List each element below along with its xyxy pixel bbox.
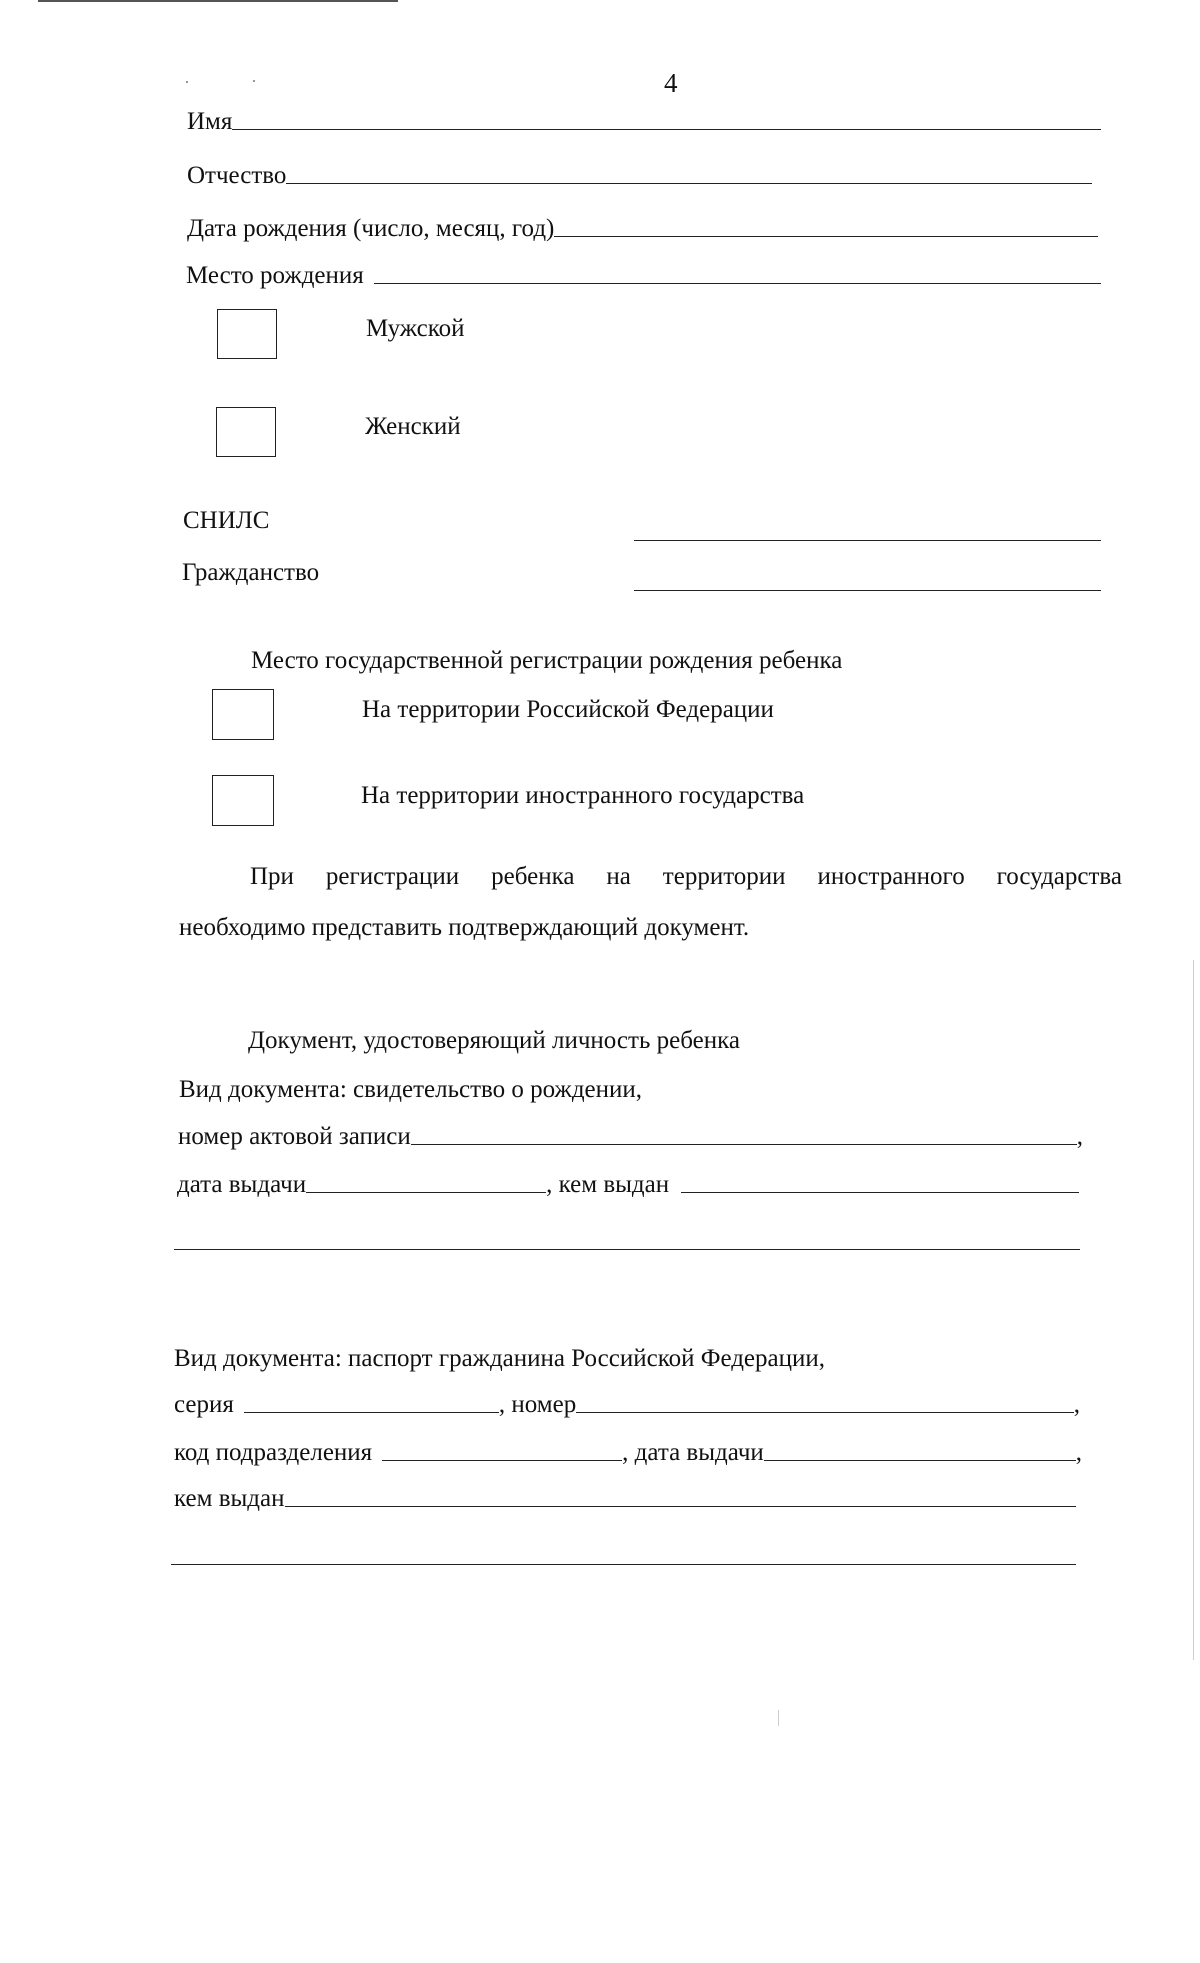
passport-series-row bbox=[174, 1392, 1080, 1417]
comma: , bbox=[1075, 1439, 1082, 1466]
passport-issued-by-field-cont[interactable] bbox=[171, 1564, 1076, 1565]
first-name-field[interactable] bbox=[232, 129, 1101, 130]
registration-note-line1 bbox=[250, 864, 1122, 889]
passport-series-label: серия bbox=[174, 1391, 234, 1418]
birth-date-field[interactable] bbox=[554, 236, 1098, 237]
gender-female-checkbox[interactable] bbox=[216, 407, 276, 457]
passport-issue-date-field[interactable] bbox=[764, 1460, 1076, 1461]
patronymic-field[interactable] bbox=[286, 183, 1092, 184]
gender-male-checkbox[interactable] bbox=[217, 309, 277, 359]
patronymic-row bbox=[187, 163, 1092, 188]
gender-female-label: Женский bbox=[365, 413, 461, 440]
registration-russia-label: На территории Российской Федерации bbox=[362, 696, 774, 723]
birth-date-label: Дата рождения (число, месяц, год) bbox=[187, 215, 555, 242]
note-word: регистрации bbox=[325, 863, 460, 890]
passport-issue-date-label: , дата выдачи bbox=[622, 1439, 764, 1466]
patronymic-label: Отчество bbox=[187, 162, 287, 189]
registration-russia-checkbox[interactable] bbox=[212, 689, 274, 740]
page-number: 4 bbox=[664, 68, 678, 98]
note-word: территории bbox=[662, 863, 786, 890]
scan-speck bbox=[778, 1710, 779, 1726]
registration-foreign-checkbox[interactable] bbox=[212, 775, 274, 826]
passport-issued-by-row bbox=[174, 1486, 1076, 1511]
gender-male-label: Мужской bbox=[366, 315, 465, 342]
note-word: государства bbox=[996, 863, 1122, 890]
note-word: иностранного bbox=[817, 863, 965, 890]
birth-date-row bbox=[187, 216, 1098, 241]
registration-foreign-label: На территории иностранного государства bbox=[361, 782, 805, 809]
scan-speck bbox=[186, 81, 188, 83]
identity-doc-heading: Документ, удостоверяющий личность ребенка bbox=[248, 1027, 740, 1054]
citizenship-field[interactable] bbox=[634, 590, 1101, 591]
scan-edge-mark bbox=[1193, 960, 1194, 1660]
comma: , bbox=[1073, 1391, 1080, 1418]
identity-doc-type: Вид документа: свидетельство о рождении, bbox=[179, 1076, 643, 1103]
citizenship-label: Гражданство bbox=[182, 559, 320, 586]
registration-note-line2: необходимо представить подтверждающий документ. bbox=[179, 914, 750, 941]
birth-place-field[interactable] bbox=[374, 283, 1101, 284]
scan-speck bbox=[253, 80, 255, 82]
record-number-label: номер актовой записи bbox=[178, 1123, 411, 1150]
registration-heading: Место государственной регистрации рождения ребенка bbox=[251, 647, 843, 674]
snils-label: СНИЛС bbox=[183, 507, 270, 534]
passport-issued-by-field[interactable] bbox=[285, 1506, 1077, 1507]
birth-cert-issue-date-label: дата выдачи bbox=[177, 1171, 307, 1198]
snils-field[interactable] bbox=[634, 540, 1101, 541]
passport-issued-by-label: кем выдан bbox=[174, 1485, 285, 1512]
record-number-row bbox=[178, 1124, 1083, 1149]
birth-cert-issued-by-field[interactable] bbox=[681, 1192, 1079, 1193]
record-number-field[interactable] bbox=[411, 1144, 1077, 1145]
passport-number-label: , номер bbox=[498, 1391, 577, 1418]
passport-doc-type: Вид документа: паспорт гражданина Российской Федерации, bbox=[174, 1345, 826, 1372]
division-code-label: код подразделения bbox=[174, 1439, 373, 1466]
birth-cert-issue-row bbox=[177, 1172, 1079, 1197]
first-name-row bbox=[187, 109, 1101, 134]
passport-series-field[interactable] bbox=[244, 1412, 499, 1413]
note-word: на bbox=[606, 863, 631, 890]
division-code-field[interactable] bbox=[382, 1460, 622, 1461]
birth-place-label: Место рождения bbox=[186, 262, 364, 289]
note-word: ребенка bbox=[491, 863, 575, 890]
passport-division-row bbox=[174, 1440, 1082, 1465]
birth-place-row bbox=[186, 263, 1101, 288]
passport-number-field[interactable] bbox=[576, 1412, 1074, 1413]
birth-cert-issued-by-field-cont[interactable] bbox=[174, 1249, 1080, 1250]
birth-cert-issued-by-label: , кем выдан bbox=[546, 1171, 670, 1198]
birth-cert-issue-date-field[interactable] bbox=[306, 1192, 546, 1193]
scan-edge-line bbox=[38, 0, 398, 2]
comma: , bbox=[1076, 1123, 1083, 1150]
note-word: При bbox=[250, 863, 294, 890]
first-name-label: Имя bbox=[187, 108, 233, 135]
